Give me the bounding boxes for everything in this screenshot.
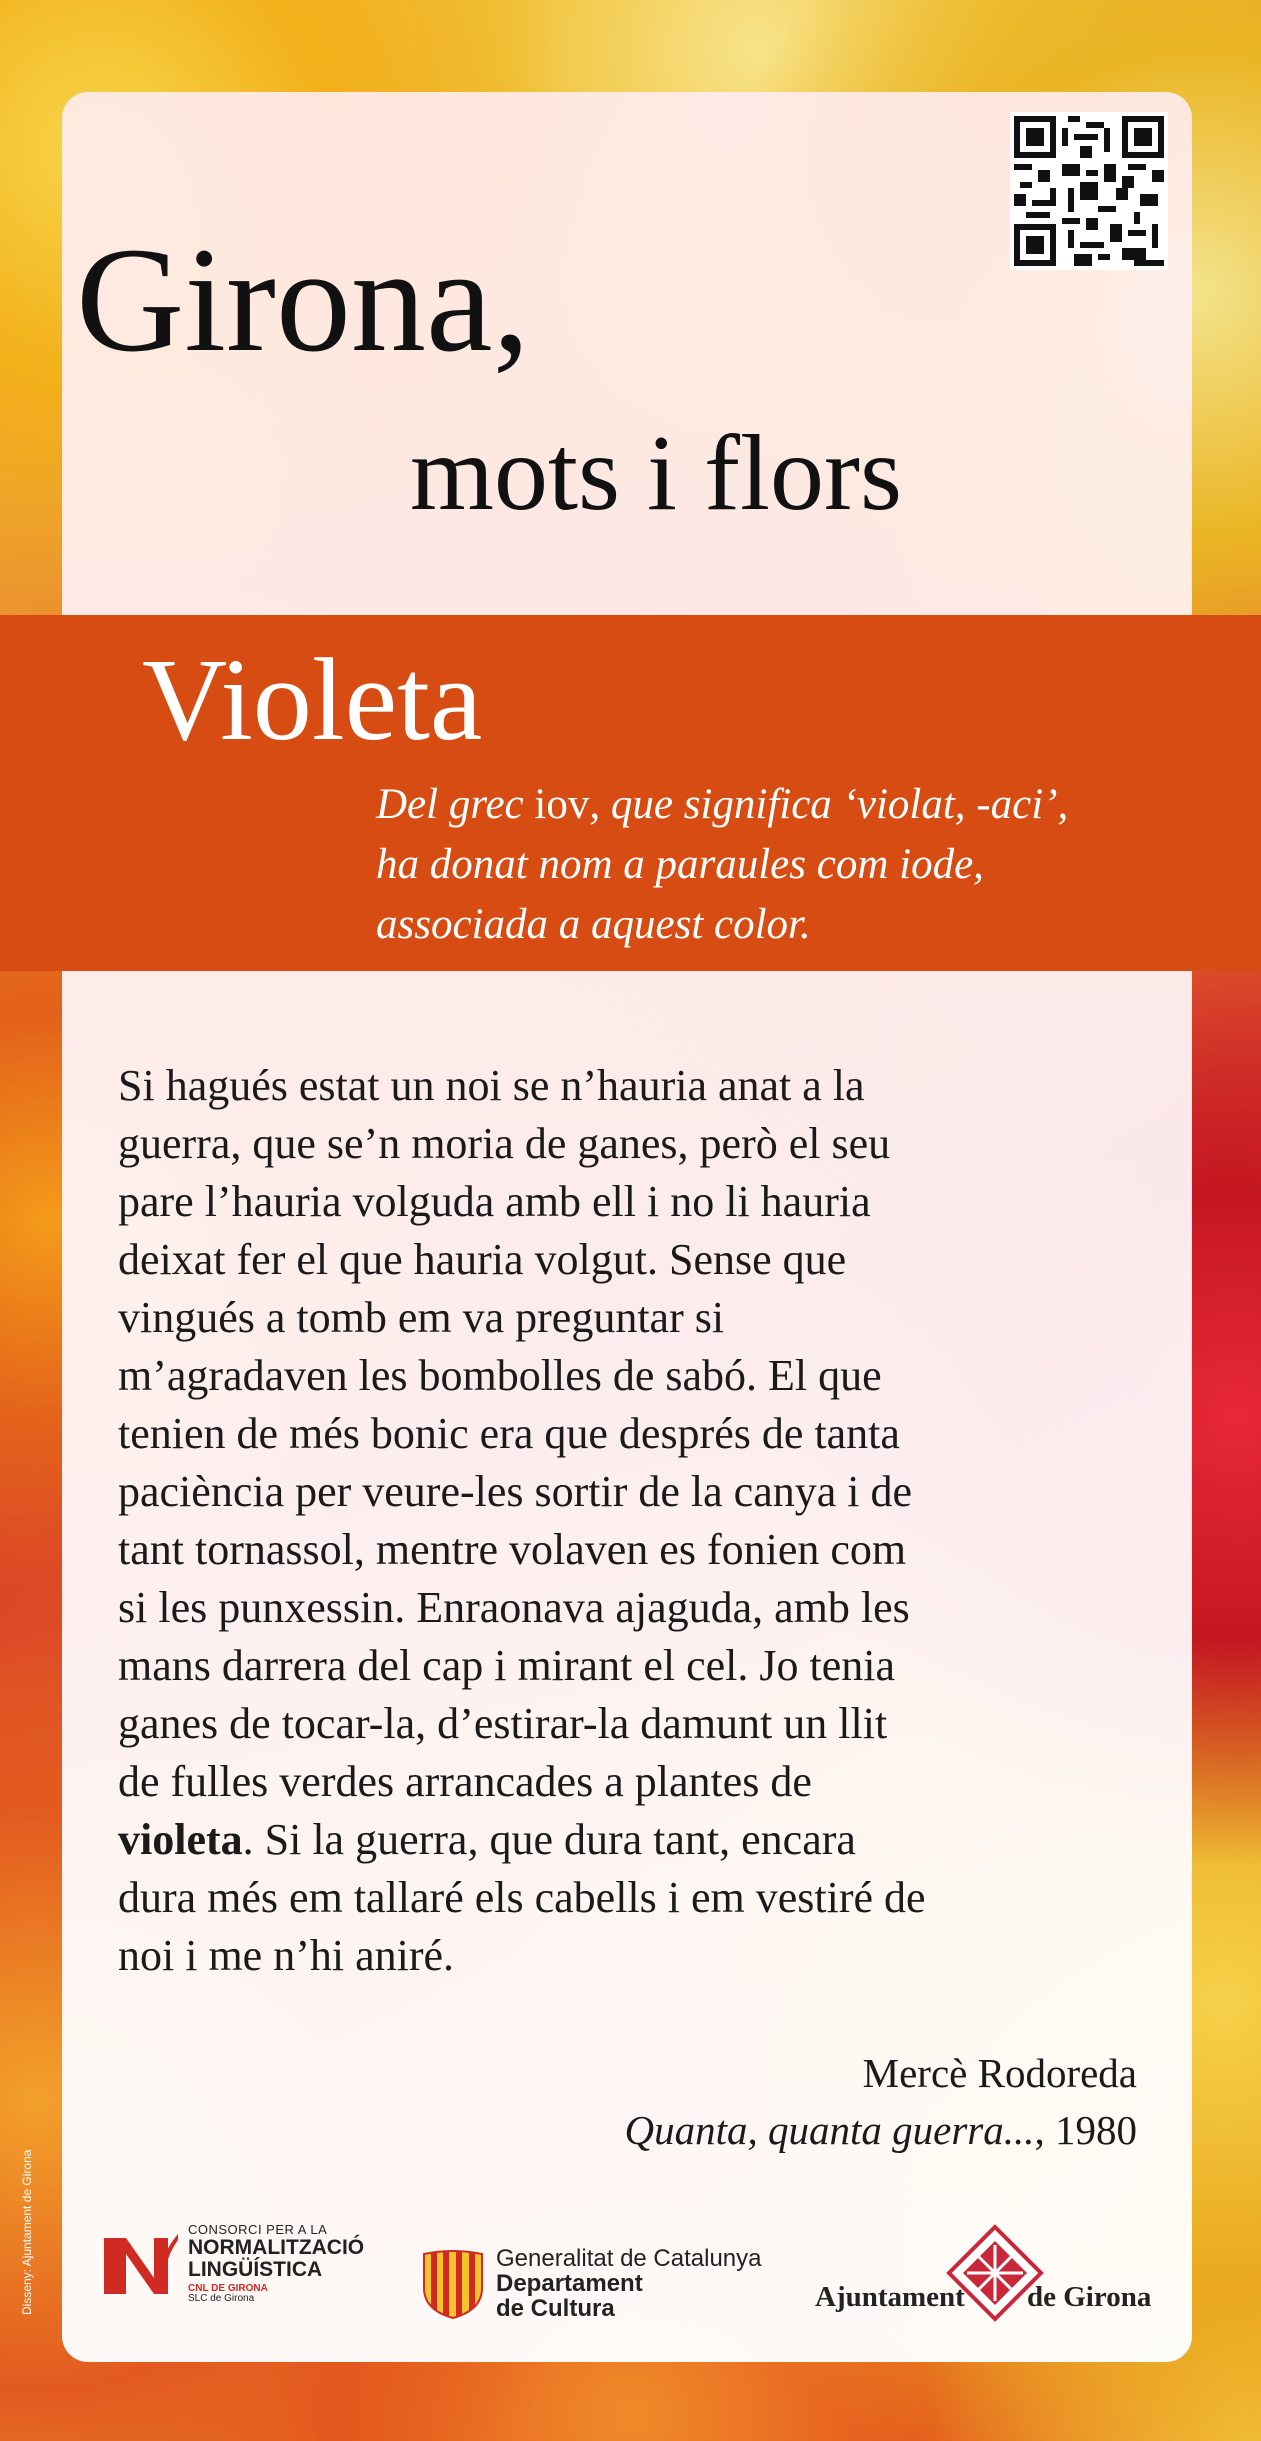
senyera-shield-icon xyxy=(422,2248,484,2320)
cpnl-logo xyxy=(104,2223,364,2305)
cpnl-mark-icon xyxy=(104,2232,180,2296)
work-year: , 1980 xyxy=(1034,2107,1137,2153)
ajuntament-logo xyxy=(815,2223,1155,2323)
cpnl-line: CONSORCI PER A LA xyxy=(188,2222,328,2237)
cpnl-line: SLC de Girona xyxy=(188,2293,255,2305)
generalitat-line: de Cultura xyxy=(496,2295,615,2323)
greek-root: iov xyxy=(534,781,590,828)
cpnl-line: NORMALITZACIÓ xyxy=(188,2235,365,2259)
etymology-line: ha donat nom a paraules com iode, xyxy=(376,841,984,888)
ajuntament-word: de Girona xyxy=(1027,2281,1152,2313)
quote-line: mans darrera del cap i mirant el cel. Jo tenia xyxy=(118,1641,895,1690)
quote-line: guerra, que se’n moria de ganes, però el seu xyxy=(118,1119,891,1168)
generalitat-line: Departament xyxy=(496,2270,643,2298)
etymology-text xyxy=(376,775,1236,955)
work-citation xyxy=(625,2102,1138,2159)
quote-line: paciència per veure-les sortir de la canya i de xyxy=(118,1467,913,1516)
literary-quote xyxy=(118,1057,1158,1985)
design-credit: Disseny: Ajuntament de Girona xyxy=(20,2149,34,2315)
quote-line: m’agradaven les bombolles de sabó. El que xyxy=(118,1351,882,1400)
quote-line: deixat fer el que hauria volgut. Sense que xyxy=(118,1235,847,1284)
quote-line: ganes de tocar-la, d’estirar-la damunt un llit xyxy=(118,1699,888,1748)
quote-line xyxy=(118,1811,1158,1869)
quote-line: dura més em tallaré els cabells i em vestiré de xyxy=(118,1873,926,1922)
quote-line: de fulles verdes arrancades a plantes de xyxy=(118,1757,812,1806)
ajuntament-word: Ajuntament xyxy=(815,2281,965,2313)
cpnl-line: LINGÜÍSTICA xyxy=(188,2257,323,2281)
term-heading: Violeta xyxy=(142,634,483,765)
author-name: Mercè Rodoreda xyxy=(862,2050,1137,2096)
page-subtitle: mots i flors xyxy=(410,414,903,533)
term-band xyxy=(0,615,1261,971)
cpnl-line: CNL DE GIRONA xyxy=(188,2282,268,2294)
generalitat-logo xyxy=(422,2246,762,2322)
quote-line: vingués a tomb em va preguntar si xyxy=(118,1293,725,1342)
generalitat-line: Generalitat de Catalunya xyxy=(496,2245,762,2272)
quote-line: Si hagués estat un noi se n’hauria anat a la xyxy=(118,1061,865,1110)
quote-line: si les punxessin. Enraonava ajaguda, amb les xyxy=(118,1583,910,1632)
quote-line: pare l’hauria volguda amb ell i no li hauria xyxy=(118,1177,871,1226)
qr-code-icon[interactable] xyxy=(1010,112,1168,270)
page-title: Girona, xyxy=(76,217,531,383)
quote-line: noi i me n’hi aniré. xyxy=(118,1931,455,1980)
work-title: Quanta, quanta guerra... xyxy=(624,2107,1035,2153)
quote-line: tant tornassol, mentre volaven es fonien com xyxy=(118,1525,907,1574)
highlighted-term: violeta xyxy=(118,1815,243,1864)
etymology-line: associada a aquest color. xyxy=(376,901,811,948)
etymology-line xyxy=(376,775,1236,835)
etymology-text-part: , que significa ‘violat, -aci’, xyxy=(589,781,1069,828)
quote-line: tenien de més bonic era que després de tanta xyxy=(118,1409,900,1458)
etymology-text-part: Del grec xyxy=(376,781,535,828)
attribution xyxy=(625,2045,1138,2159)
quote-line-rest: . Si la guerra, que dura tant, encara xyxy=(242,1815,856,1864)
